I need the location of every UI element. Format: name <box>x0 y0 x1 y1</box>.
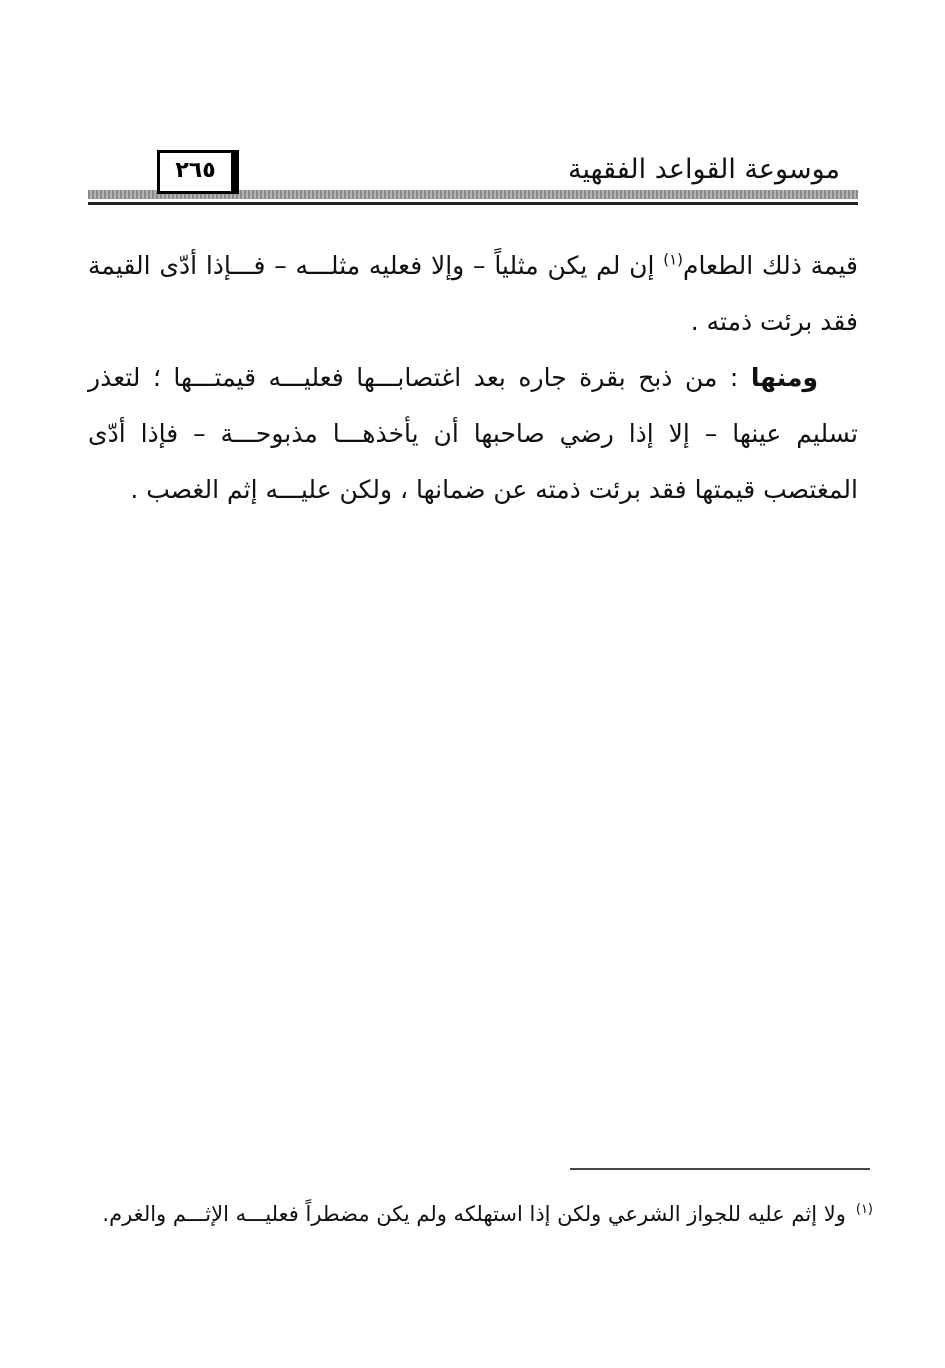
paragraph-1 <box>88 238 858 350</box>
running-header-title: موسوعة القواعد الفقهية <box>568 154 840 185</box>
footnote-reference: (١) <box>663 250 683 269</box>
footnote-marker: (١) <box>855 1202 873 1217</box>
body-text <box>88 238 858 518</box>
footnote-separator <box>570 1168 870 1170</box>
paragraph-2-text: : من ذبح بقرة جاره بعد اغتصابـــها فعليـــه قيمتـــها ؛ لتعذر تسليم عينها – إلا إذا رضي صاحبها أن يأخذهـــا مذبوحـــة – فإذا أدّى المغتصب قيمتها فقد برئت ذمته عن ضمانها ، ولكن عليـــه إثم الغصب . <box>88 363 858 504</box>
header-rule-thin <box>88 202 858 205</box>
paragraph-2 <box>88 350 858 518</box>
paragraph-2-lead: ومنها <box>750 363 818 392</box>
paragraph-1-part-2: إن لم يكن مثلياً – وإلا فعليه مثلـــه – فـــإذا أدّى القيمة فقد برئت ذمته . <box>88 251 858 336</box>
page-number: ٢٦٥ <box>175 158 216 183</box>
page-number-box <box>157 150 239 194</box>
footnote <box>100 1190 873 1238</box>
footnote-paragraph <box>100 1190 873 1238</box>
footnote-text: ولا إثم عليه للجواز الشرعي ولكن إذا استهلكه ولم يكن مضطراً فعليـــه الإثـــم والغرم. <box>102 1202 846 1226</box>
paragraph-1-part-1: قيمة ذلك الطعام <box>683 251 858 280</box>
